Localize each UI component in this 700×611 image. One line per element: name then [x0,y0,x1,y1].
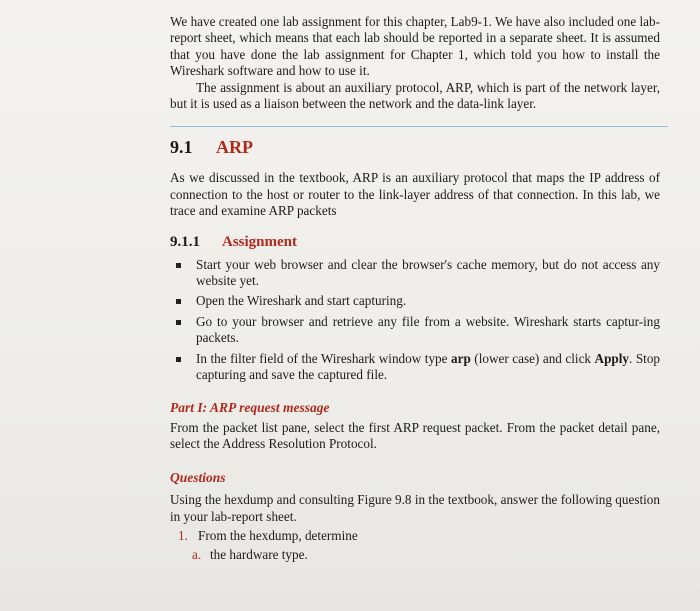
question-item-1: 1. From the hexdump, determine [178,528,358,544]
subsection-number: 9.1.1 [170,233,200,250]
page-content [170,14,660,563]
list-item: Go to your browser and retrieve any file from a website. Wireshark starts captur-ing packets. [170,314,660,347]
intro-paragraph-1: We have created one lab assignment for this chapter, Lab9-1. We have also included one lab-report sheet, which means that each lab should be reported in a separate sheet. It is assumed that you have done the lab assignment for Chapter 1, which told you how to install the Wireshark software and how to use it. [170,14,660,79]
part-1-title: Part I: ARP request message [170,399,330,415]
section-number: 9.1 [170,137,193,158]
list-item: Start your web browser and clear the browser's cache memory, but do not access any website yet. [170,257,660,290]
section-body: As we discussed in the textbook, ARP is an auxiliary protocol that maps the IP address of connection to the host or router to the link-layer address of that connection. In this lab, we trace and examine ARP packets [170,170,660,219]
square-bullet-icon [176,299,181,304]
question-item-1a: a. the hardware type. [192,547,308,563]
assignment-steps [170,257,660,384]
subsection-title: Assignment [222,233,298,250]
section-heading [170,137,660,158]
questions-title: Questions [170,470,226,486]
square-bullet-icon [176,320,181,325]
list-item: Open the Wireshark and start capturing. [170,293,660,309]
section-title: ARP [216,137,253,158]
square-bullet-icon [176,263,181,268]
questions-body: Using the hexdump and consulting Figure 9.8 in the textbook, answer the following question in your lab-report sheet. [170,492,660,524]
section-divider [170,126,668,127]
intro-paragraph-2: The assignment is about an auxiliary protocol, ARP, which is part of the network layer, but it is used as a liaison between the network and the data-link layer. [170,79,660,112]
square-bullet-icon [176,357,181,362]
part-1-body: From the packet list pane, select the first ARP request packet. From the packet detail pane, select the Address Resolution Protocol. [170,419,660,451]
list-item: In the filter field of the Wireshark window type arp (lower case) and click Apply. Stop capturing and save the captured file. [170,351,660,384]
subsection-heading [170,234,660,251]
